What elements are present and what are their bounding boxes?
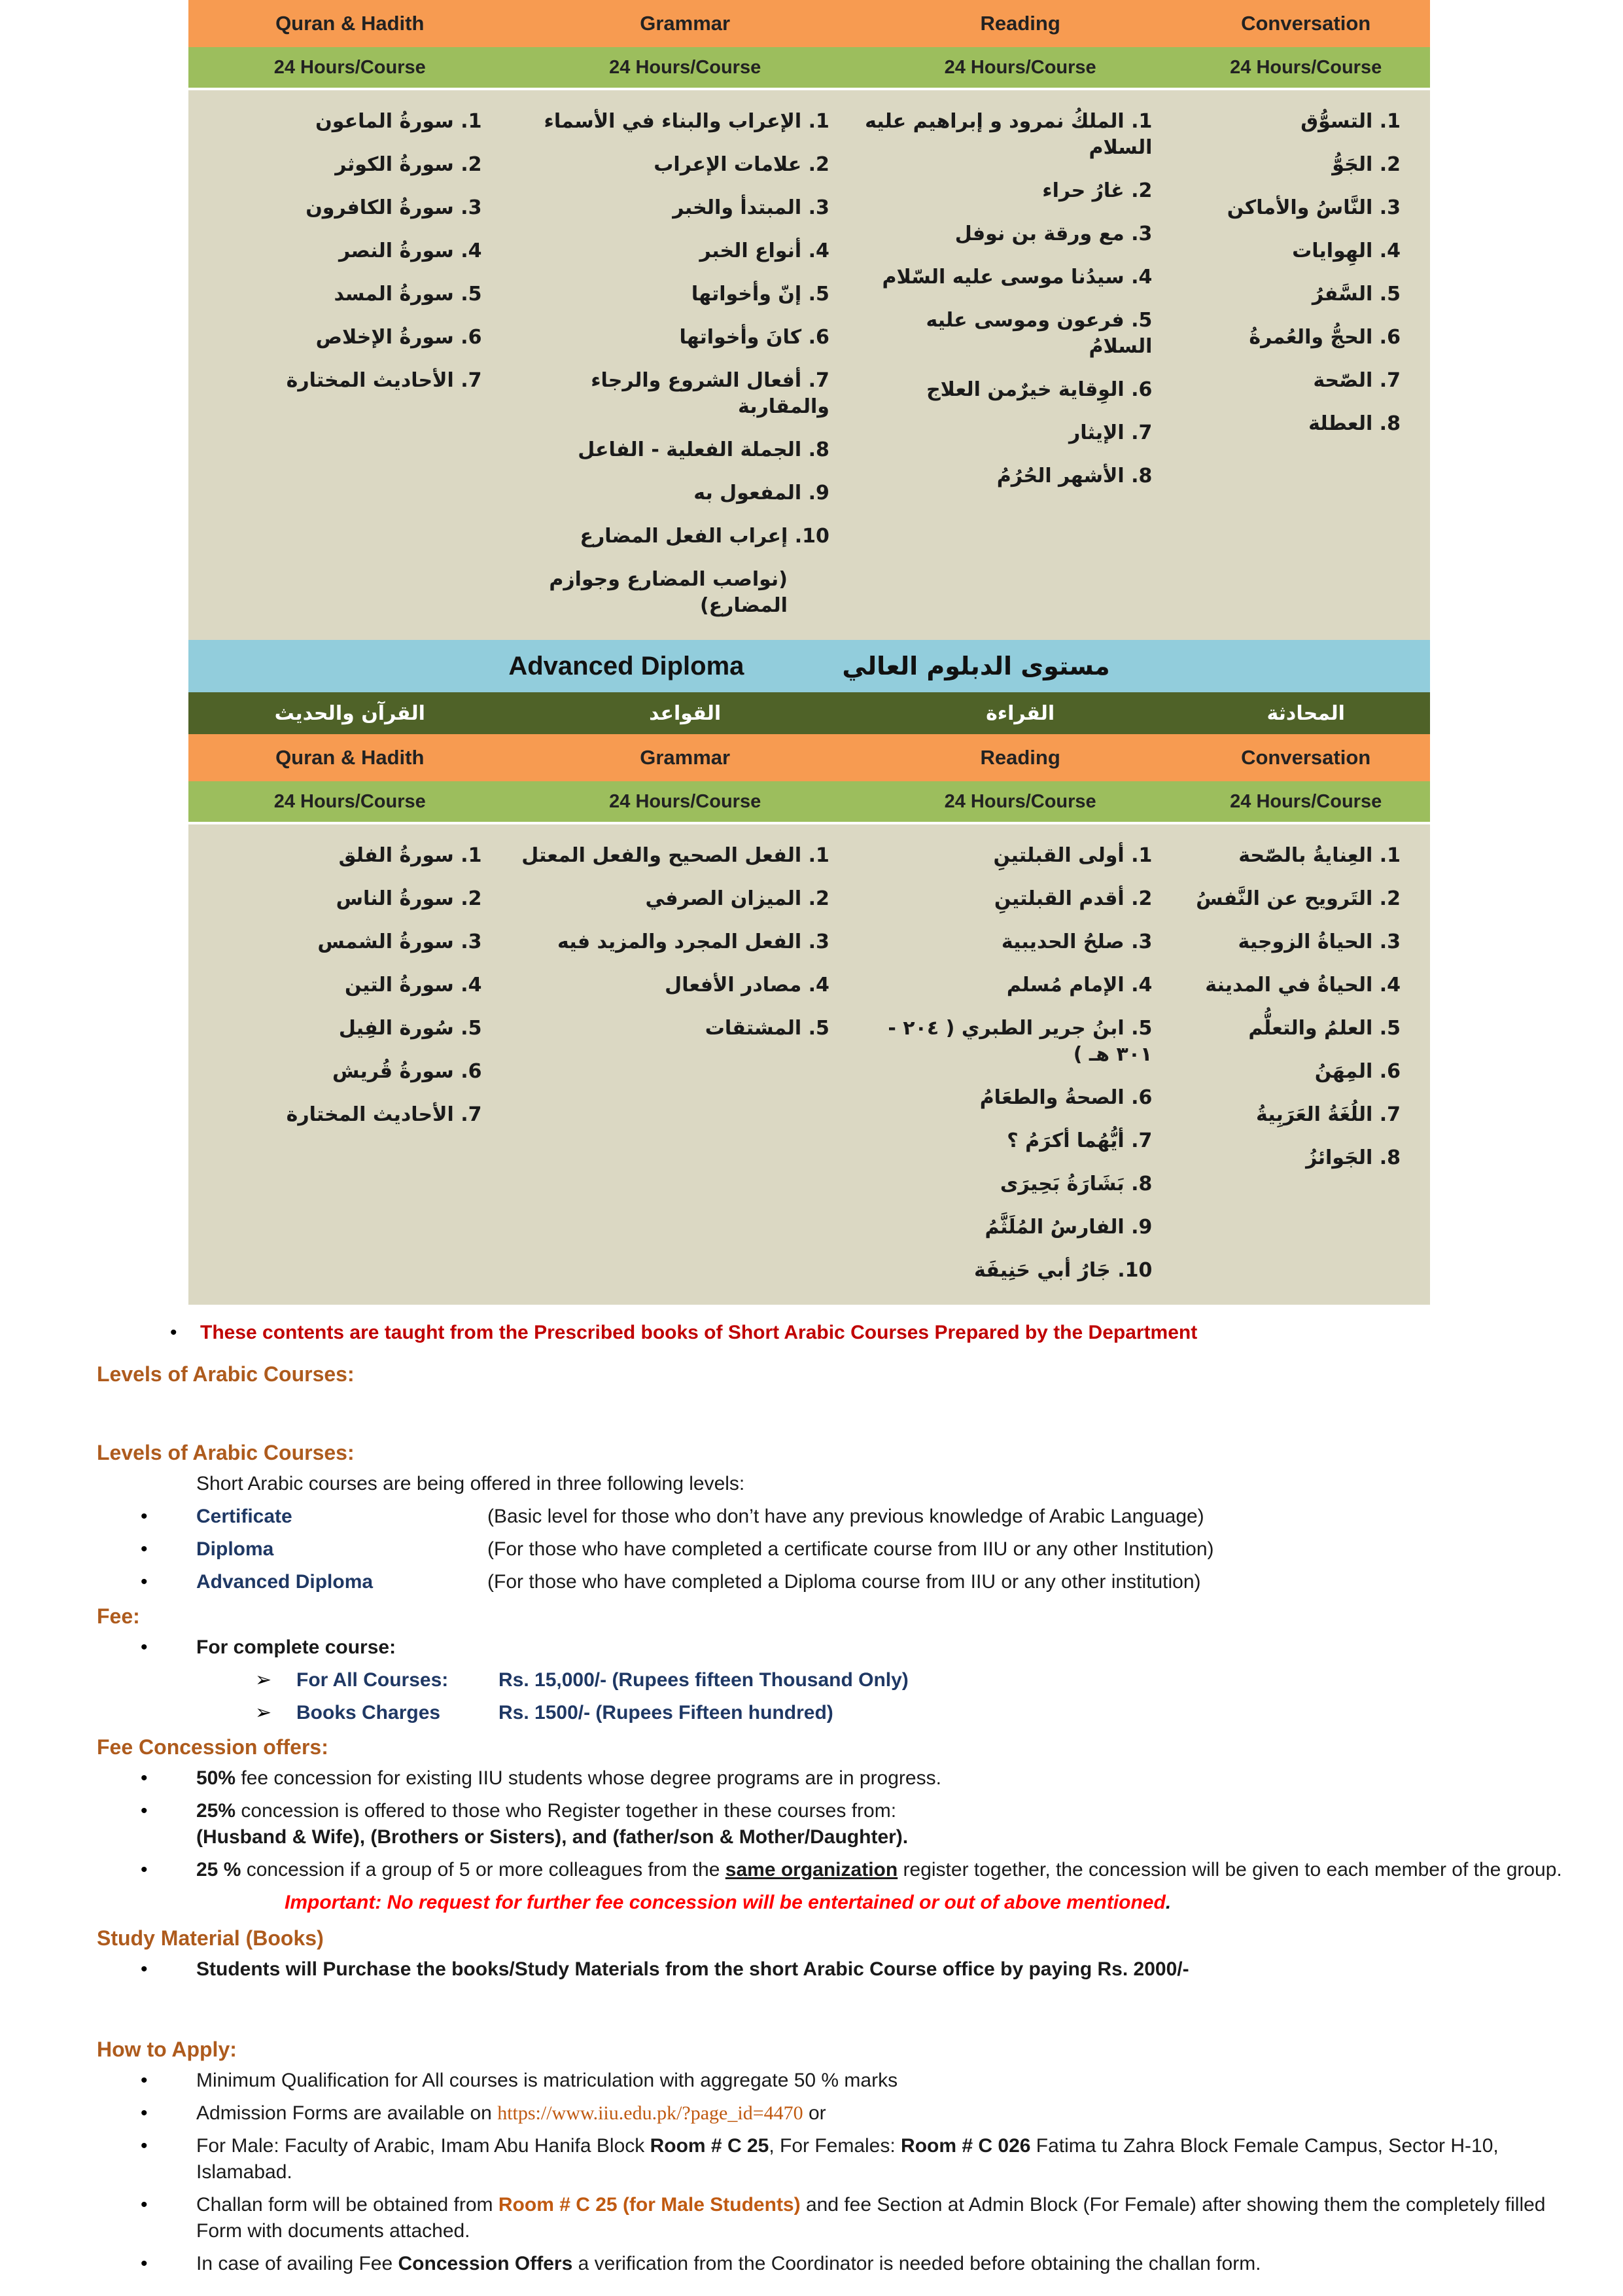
bullet-item bbox=[141, 2192, 1577, 2244]
advanced-column-conversation bbox=[1181, 843, 1430, 1301]
bullet-text bbox=[196, 1634, 1577, 1661]
spacer bbox=[97, 1989, 1577, 2028]
list-item: 9. المفعول به bbox=[693, 482, 829, 504]
list-item: 6. سورةُ قُريش bbox=[332, 1060, 482, 1083]
spacer bbox=[97, 1392, 1577, 1432]
banner-title-english: Advanced Diploma bbox=[508, 651, 744, 680]
level1-body bbox=[188, 90, 1430, 640]
advanced-hours-cell-2: 24 Hours/Course bbox=[944, 790, 1096, 812]
text-segment: register together, the concession will be given to each member of the group. bbox=[898, 1859, 1562, 1881]
level1-column-reading bbox=[859, 109, 1181, 636]
level1-hours-cell-3: 24 Hours/Course bbox=[1230, 56, 1382, 78]
list-item: 1. سورةُ الفلق bbox=[338, 844, 482, 867]
list-item: 2. أقدم القبلتينِ bbox=[994, 887, 1153, 910]
list-item: 1. الملكُ نمرود و إبراهيم عليه السلام bbox=[865, 110, 1153, 159]
advanced-english-header-cell-2: Reading bbox=[980, 746, 1060, 769]
text-segment: Minimum Qualification for All courses is matriculation with aggregate 50 % marks bbox=[196, 2070, 898, 2091]
bullet-text bbox=[196, 2068, 1577, 2094]
list-item: 2. الجَوُّ bbox=[1332, 153, 1401, 176]
text-segment: In case of availing Fee bbox=[196, 2253, 398, 2274]
level1-column-conversation bbox=[1181, 109, 1430, 636]
bullet-item bbox=[141, 1798, 1577, 1850]
advanced-english-header-cell-1: Grammar bbox=[640, 746, 731, 769]
bullet-icon: • bbox=[141, 2135, 148, 2157]
bullet-item bbox=[141, 2133, 1577, 2185]
list-item: 2. سورةُ الناس bbox=[336, 887, 482, 910]
list-item: 8. الجَوائزُ bbox=[1306, 1146, 1401, 1169]
advanced-column-grammar bbox=[511, 843, 858, 1301]
text-segment: For complete course: bbox=[196, 1636, 396, 1658]
level1-hours-cell-0: 24 Hours/Course bbox=[273, 56, 426, 78]
list-item: 3. المبتدأ والخبر bbox=[672, 196, 829, 219]
section-heading: Levels of Arabic Courses: bbox=[97, 1441, 355, 1464]
list-item: 6. الحجُّ والعُمرةُ bbox=[1249, 326, 1401, 349]
list-item: 10. إعراب الفعل المضارع bbox=[580, 525, 829, 548]
section-heading: How to Apply: bbox=[97, 2038, 237, 2061]
bullet-item bbox=[141, 1956, 1577, 1983]
list-item: 6. الصحةُ والطعَامُ bbox=[979, 1086, 1153, 1109]
level-bullet bbox=[141, 1504, 1577, 1530]
level-name: Advanced Diploma bbox=[196, 1571, 374, 1593]
bullet-text bbox=[196, 2192, 1577, 2244]
level1-hours-cell-2: 24 Hours/Course bbox=[944, 56, 1096, 78]
list-item: 7. أيُّهُما أكرَمُ ؟ bbox=[1007, 1129, 1153, 1152]
list-item: 7. الأحاديث المختارة bbox=[286, 369, 482, 392]
text-segment: . bbox=[1165, 1892, 1172, 1913]
level-name: Diploma bbox=[196, 1538, 274, 1560]
list-item: 8. العطلة bbox=[1308, 412, 1401, 435]
bullet-item bbox=[141, 2251, 1577, 2277]
list-item: 7. اللُغَةُ العَرَبِيةُ bbox=[1256, 1103, 1401, 1126]
list-item: 3. الفعل المجرد والمزيد فيه bbox=[557, 930, 829, 953]
section-heading: Fee Concession offers: bbox=[97, 1735, 328, 1759]
text-segment: Admission Forms are available on bbox=[196, 2102, 498, 2124]
bullet-icon: • bbox=[141, 1506, 148, 1527]
text-segment: , For Females: bbox=[769, 2135, 901, 2157]
advanced-diploma-banner bbox=[188, 640, 1430, 692]
bullet-icon: • bbox=[141, 1636, 148, 1658]
advanced-arabic-header-cell-3: المحادثة bbox=[1266, 701, 1345, 725]
level-bullet bbox=[141, 1536, 1577, 1563]
text-segment: concession if a group of 5 or more colleagues from the bbox=[241, 1859, 725, 1881]
list-item: 4. سيدُنا موسى عليه السّلام bbox=[882, 266, 1153, 289]
bullet-icon: • bbox=[141, 1538, 148, 1560]
list-item: 5. سورةُ المسد bbox=[334, 283, 482, 306]
list-item: 6. المِهَنُ bbox=[1314, 1060, 1401, 1083]
list-item: (نواصب المضارع وجوازم المضارع) bbox=[549, 568, 788, 617]
section-heading: Fee: bbox=[97, 1604, 140, 1628]
list-item: 4. سورةُ النصر bbox=[339, 239, 482, 262]
list-item: 1. الإعراب والبناء في الأسماء bbox=[544, 110, 829, 133]
level1-english-header-row bbox=[188, 0, 1430, 47]
text-segment: For Male: Faculty of Arabic, Imam Abu Hanifa Block bbox=[196, 2135, 650, 2157]
section-heading: Study Material (Books) bbox=[97, 1926, 324, 1950]
document-body-text bbox=[97, 1361, 1577, 2277]
list-item: 4. الهِوايات bbox=[1292, 239, 1401, 262]
prescribed-books-note-text: These contents are taught from the Prescribed books of Short Arabic Courses Prepared by the Department bbox=[200, 1322, 1198, 1343]
list-item: 8. الأشهر الحُرُمُ bbox=[996, 465, 1153, 487]
list-item: 2. علامات الإعراب bbox=[654, 153, 829, 176]
list-item: 3. صلحُ الحديبية bbox=[1001, 930, 1153, 953]
advanced-arabic-header-row bbox=[188, 692, 1430, 734]
list-item: 7. الإيثار bbox=[1068, 421, 1153, 444]
advanced-english-header-row bbox=[188, 734, 1430, 781]
advanced-arabic-header-cell-1: القواعد bbox=[649, 701, 722, 725]
advanced-arabic-header-cell-2: القراءة bbox=[986, 701, 1055, 725]
bullet-icon: • bbox=[141, 1571, 148, 1593]
text-segment: or bbox=[803, 2102, 826, 2124]
list-item: 7. أفعال الشروع والرجاء والمقاربة bbox=[591, 369, 829, 418]
list-item: 4. الإمام مُسلم bbox=[1006, 974, 1153, 997]
bullet-text bbox=[196, 2133, 1577, 2185]
text-segment: 25% bbox=[196, 1800, 236, 1822]
list-item: 8. الجملة الفعلية - الفاعل bbox=[578, 438, 829, 461]
list-item: 5. السَّفرُ bbox=[1312, 283, 1401, 306]
advanced-english-header-cell-3: Conversation bbox=[1241, 746, 1371, 769]
advanced-hours-cell-1: 24 Hours/Course bbox=[609, 790, 761, 812]
list-item: 5. فرعون وموسى عليه السلامُ bbox=[926, 309, 1153, 358]
level-description: (For those who have completed a Diploma course from IIU or any other institution) bbox=[487, 1571, 1201, 1593]
level1-hours-row bbox=[188, 47, 1430, 90]
fee-item-amount: Rs. 1500/- (Rupees Fifteen hundred) bbox=[498, 1702, 833, 1723]
level1-english-header-cell-3: Conversation bbox=[1241, 12, 1371, 35]
list-item: 6. كانَ وأخواتها bbox=[679, 326, 829, 349]
paragraph: Short Arabic courses are being offered in three following levels: bbox=[196, 1473, 745, 1494]
advanced-english-header-cell-0: Quran & Hadith bbox=[275, 746, 425, 769]
list-item: 3. مع ورقة بن نوفل bbox=[954, 222, 1153, 245]
bullet-item bbox=[141, 2068, 1577, 2094]
admission-form-link[interactable]: https://www.iiu.edu.pk/?page_id=4470 bbox=[497, 2102, 803, 2124]
course-table-advanced-diploma bbox=[188, 692, 1430, 1305]
level-description: (Basic level for those who don’t have any previous knowledge of Arabic Language) bbox=[487, 1506, 1204, 1527]
list-item: 3. سورةُ الكافرون bbox=[305, 196, 482, 219]
bullet-icon: • bbox=[141, 2102, 148, 2124]
list-item: 2. التَرويح عن النَّفسُ bbox=[1196, 887, 1401, 910]
list-item: 9. الفارسُ المُلَثَّمُ bbox=[985, 1216, 1153, 1239]
list-item: 2. الميزان الصرفي bbox=[645, 887, 829, 910]
list-item: 4. أنواع الخبر bbox=[699, 239, 829, 262]
list-item: 1. العِنايةُ بالصّحة bbox=[1238, 844, 1401, 867]
bullet-icon: • bbox=[141, 1859, 148, 1881]
text-segment: Room # C 25 (for Male Students) bbox=[498, 2194, 801, 2216]
level1-english-header-cell-2: Reading bbox=[980, 12, 1060, 35]
bullet-text bbox=[196, 2251, 1577, 2277]
list-item: 3. سورةُ الشمس bbox=[317, 930, 482, 953]
arrow-bullet-icon: ➢ bbox=[255, 1702, 272, 1723]
list-item: 10. جَارُ أبي حَنِيفَة bbox=[973, 1259, 1153, 1282]
fee-sub-bullet bbox=[255, 1700, 1577, 1726]
list-item: 5. المشتقات bbox=[705, 1017, 829, 1040]
bullet-text bbox=[196, 2100, 1577, 2127]
bullet-icon: • bbox=[141, 2253, 148, 2274]
advanced-column-quran-hadith bbox=[188, 843, 511, 1301]
bullet-icon: • bbox=[141, 2194, 148, 2216]
level-description: (For those who have completed a certificate course from IIU or any other Institution) bbox=[487, 1538, 1214, 1560]
list-item: 1. سورةُ الماعون bbox=[315, 110, 482, 133]
bullet-item bbox=[141, 2100, 1577, 2127]
bullet-icon: • bbox=[141, 1767, 148, 1789]
fee-item-label: Books Charges bbox=[296, 1702, 441, 1723]
text-segment: concession is offered to those who Register together in these courses from: bbox=[236, 1800, 897, 1822]
list-item: 6. سورةُ الإخلاص bbox=[315, 326, 482, 349]
list-item: 1. الفعل الصحيح والفعل المعتل bbox=[521, 844, 829, 867]
text-segment: (Husband & Wife), (Brothers or Sisters), and (father/son & Mother/Daughter). bbox=[196, 1826, 909, 1848]
list-item: 7. الصّحة bbox=[1313, 369, 1401, 392]
bullet-text bbox=[196, 1956, 1577, 1983]
text-segment: Challan form will be obtained from bbox=[196, 2194, 498, 2216]
bullet-item bbox=[141, 1765, 1577, 1792]
fee-item-amount: Rs. 15,000/- (Rupees fifteen Thousand Only) bbox=[498, 1669, 909, 1691]
text-segment: fee concession for existing IIU students whose degree programs are in progress. bbox=[236, 1767, 941, 1789]
level1-english-header-cell-1: Grammar bbox=[640, 12, 731, 35]
list-item: 1. أولى القبلتينِ bbox=[993, 844, 1153, 867]
level1-english-header-cell-0: Quran & Hadith bbox=[275, 12, 425, 35]
section-heading: Levels of Arabic Courses: bbox=[97, 1362, 355, 1386]
level1-hours-cell-1: 24 Hours/Course bbox=[609, 56, 761, 78]
text-segment: 50% bbox=[196, 1767, 236, 1789]
list-item: 2. غارُ حراء bbox=[1042, 179, 1153, 202]
bullet-icon: • bbox=[141, 2070, 148, 2091]
list-item: 7. الأحاديث المختارة bbox=[286, 1103, 482, 1126]
advanced-column-reading bbox=[859, 843, 1181, 1301]
text-segment: Important: No request for further fee concession will be entertained or out of above mentioned bbox=[285, 1892, 1166, 1913]
bullet-text bbox=[196, 1798, 1577, 1850]
list-item: 5. إنّ وأخواتها bbox=[691, 283, 829, 306]
advanced-hours-row bbox=[188, 781, 1430, 824]
list-item: 3. النَّاسُ والأماكن bbox=[1227, 196, 1401, 219]
list-item: 6. الوِقاية خيرٌمن العلاج bbox=[926, 378, 1153, 401]
bullet-text bbox=[196, 1765, 1577, 1792]
advanced-body bbox=[188, 824, 1430, 1305]
fee-sub-bullet bbox=[255, 1667, 1577, 1693]
list-item: 1. التسوُّق bbox=[1300, 110, 1401, 133]
list-item: 3. الحياةُ الزوجية bbox=[1238, 930, 1401, 953]
text-segment: Fatima tu Zahra Block Female Campus, Sector H-10, Islamabad. bbox=[196, 2135, 1499, 2183]
list-item: 4. مصادر الأفعال bbox=[665, 974, 829, 997]
level1-column-quran-hadith bbox=[188, 109, 511, 636]
advanced-hours-cell-0: 24 Hours/Course bbox=[273, 790, 426, 812]
advanced-hours-cell-3: 24 Hours/Course bbox=[1230, 790, 1382, 812]
list-item: 8. بَشَارَةُ بَحِيرَى bbox=[1000, 1173, 1153, 1195]
list-item: 5. العلمُ والتعلُّم bbox=[1248, 1017, 1401, 1040]
list-item: 5. ابنُ جرير الطبري ( ٢٠٤ - ٣٠١ هـ ) bbox=[888, 1017, 1153, 1066]
text-segment: 25 % bbox=[196, 1859, 241, 1881]
fee-item-label: For All Courses: bbox=[296, 1669, 449, 1691]
course-table-level1 bbox=[188, 0, 1430, 640]
bullet-item bbox=[141, 1634, 1577, 1661]
list-item: 4. الحياةُ في المدينة bbox=[1205, 974, 1401, 997]
text-segment: Students will Purchase the books/Study Materials from the short Arabic Course office by paying Rs. 2000/- bbox=[196, 1958, 1189, 1980]
text-segment: and fee Section at Admin Block (For Female) after showing them the completely filled Form with documents attached. bbox=[196, 2194, 1546, 2242]
level-bullet bbox=[141, 1569, 1577, 1595]
level-name: Certificate bbox=[196, 1506, 292, 1527]
bullet-icon: • bbox=[170, 1322, 177, 1343]
bullet-item bbox=[141, 1857, 1577, 1883]
text-segment: Concession Offers bbox=[398, 2253, 573, 2274]
banner-title-arabic: مستوى الدبلوم العالي bbox=[842, 652, 1110, 680]
advanced-arabic-header-cell-0: القرآن والحديث bbox=[274, 701, 425, 725]
list-item: 5. سُورة الفِيل bbox=[338, 1017, 482, 1040]
list-item: 4. سورةُ التين bbox=[344, 974, 482, 997]
list-item: 2. سورةُ الكوثر bbox=[335, 153, 482, 176]
prescribed-books-note bbox=[170, 1322, 1623, 1344]
bullet-icon: • bbox=[141, 1958, 148, 1980]
text-segment: Room # C 25 bbox=[650, 2135, 769, 2157]
important-note bbox=[285, 1890, 1577, 1916]
level1-column-grammar bbox=[511, 109, 858, 636]
text-segment: same organization bbox=[725, 1859, 898, 1881]
bullet-text bbox=[196, 1857, 1577, 1883]
bullet-icon: • bbox=[141, 1800, 148, 1822]
arrow-bullet-icon: ➢ bbox=[255, 1669, 272, 1691]
text-segment: a verification from the Coordinator is needed before obtaining the challan form. bbox=[572, 2253, 1261, 2274]
text-segment: Room # C 026 bbox=[901, 2135, 1031, 2157]
